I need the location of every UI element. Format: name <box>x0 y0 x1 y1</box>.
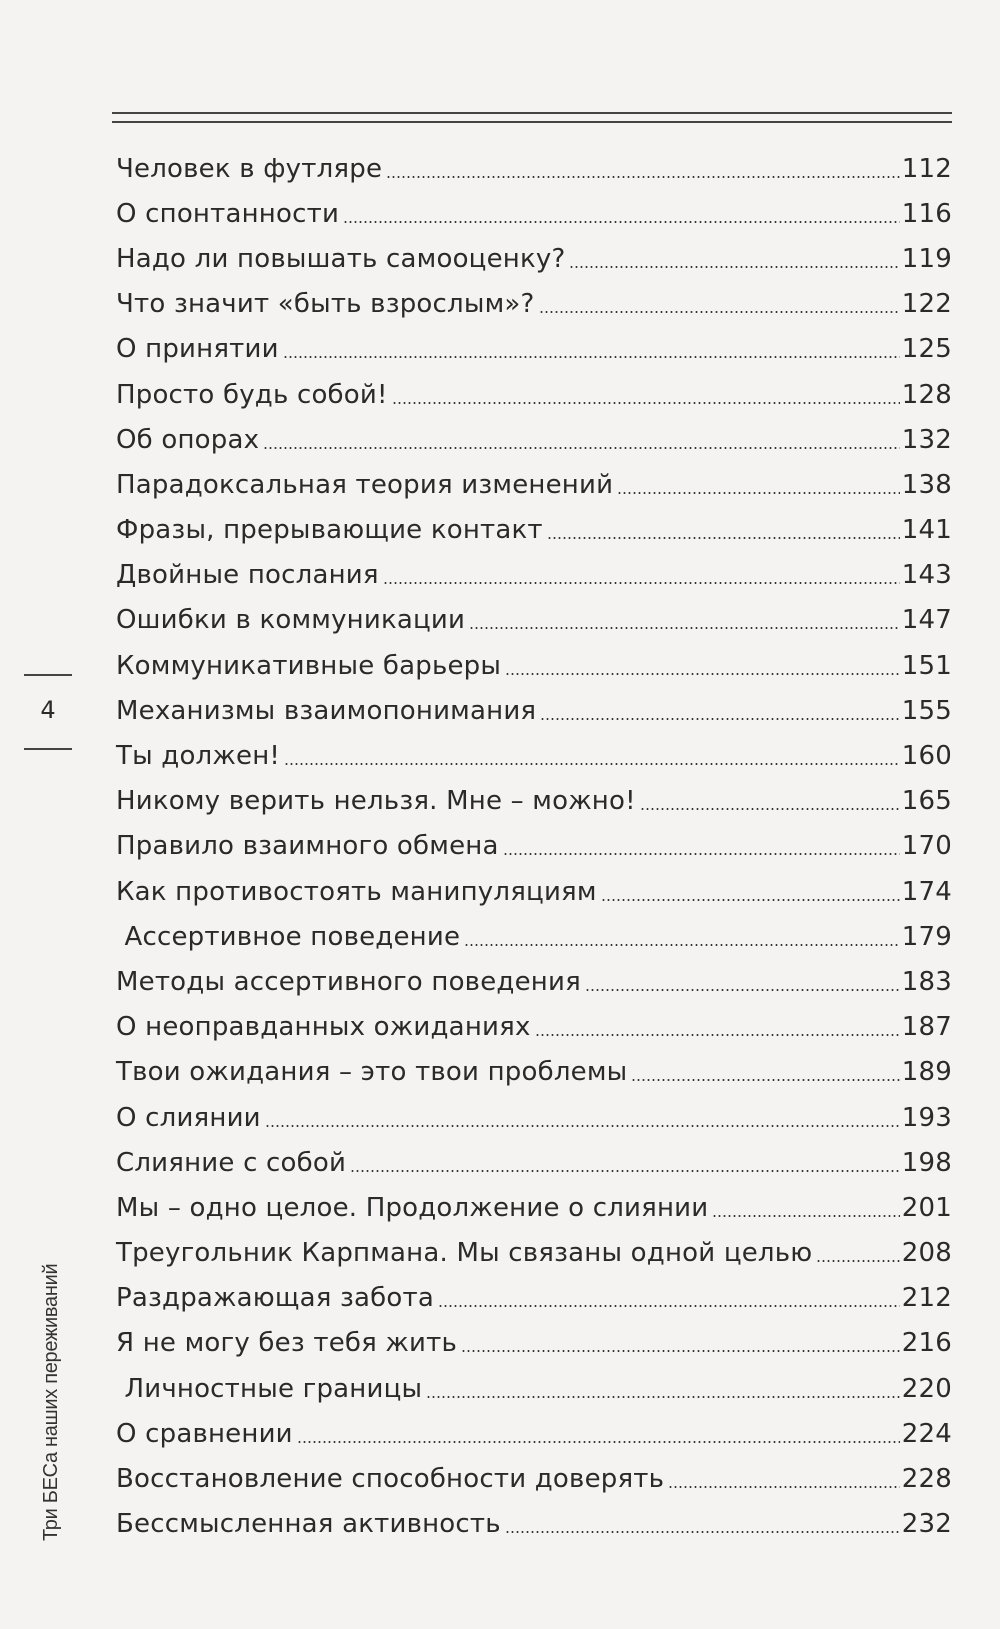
toc-entry-title: Ассертивное поведение <box>116 921 461 952</box>
dot-leader <box>265 1125 900 1127</box>
dot-leader <box>617 492 900 494</box>
toc-entry <box>116 282 952 327</box>
toc-entry <box>116 1366 952 1411</box>
toc-entry-page-number: 201 <box>901 1192 952 1223</box>
dot-leader <box>539 311 900 313</box>
toc-entry-page-number: 224 <box>901 1418 952 1449</box>
header-double-rule <box>112 112 952 123</box>
toc-entry <box>116 553 952 598</box>
toc-entry-page-number: 155 <box>901 695 952 726</box>
dot-leader <box>540 718 900 720</box>
page-number: 4 <box>40 696 56 724</box>
toc-entry <box>116 1185 952 1230</box>
toc-entry-page-number: 189 <box>901 1057 952 1088</box>
running-title: Три БЕСа наших переживаний <box>40 1263 62 1541</box>
toc-entry-title: Методы ассертивного поведения <box>116 966 581 997</box>
toc-entry-title: Раздражающая забота <box>116 1283 434 1314</box>
toc-entry-page-number: 183 <box>901 966 952 997</box>
toc-entry-page-number: 228 <box>901 1464 952 1495</box>
dot-leader <box>640 808 900 810</box>
toc-entry-page-number: 216 <box>901 1328 952 1359</box>
toc-entry-title: О сравнении <box>116 1418 293 1449</box>
toc-entry <box>116 598 952 643</box>
toc-entry-page-number: 125 <box>901 334 952 365</box>
dot-leader <box>569 266 899 268</box>
toc-entry-title: Никому верить нельзя. Мне – можно! <box>116 786 636 817</box>
toc-entry-title: Человек в футляре <box>116 153 383 184</box>
toc-entry-title: Мы – одно целое. Продолжение о слиянии <box>116 1192 709 1223</box>
toc-entry-page-number: 174 <box>901 876 952 907</box>
dot-leader <box>392 402 900 404</box>
dot-leader <box>284 763 900 765</box>
toc-entry-page-number: 160 <box>901 741 952 772</box>
toc-entry-page-number: 198 <box>901 1147 952 1178</box>
dot-leader <box>386 176 900 178</box>
dot-leader <box>469 627 900 629</box>
toc-entry <box>116 959 952 1004</box>
dot-leader <box>712 1215 899 1217</box>
toc-entry-page-number: 116 <box>901 198 952 229</box>
dot-leader <box>263 447 900 449</box>
toc-entry-title: Ты должен! <box>116 741 281 772</box>
page-number-rule-bottom <box>24 748 72 750</box>
dot-leader <box>668 1486 900 1488</box>
toc-entry-title: Парадоксальная теория изменений <box>116 469 614 500</box>
toc-entry-title: Правило взаимного обмена <box>116 831 499 862</box>
toc-entry-title: О спонтанности <box>116 198 340 229</box>
dot-leader <box>631 1079 899 1081</box>
dot-leader <box>601 899 900 901</box>
toc-entry <box>116 146 952 191</box>
toc-entry <box>116 1321 952 1366</box>
toc-entry-page-number: 170 <box>901 831 952 862</box>
toc-entry <box>116 824 952 869</box>
toc-entry-title: Как противостоять манипуляциям <box>116 876 597 907</box>
toc-entry <box>116 1231 952 1276</box>
toc-entry-title: Слияние с собой <box>116 1147 347 1178</box>
toc-entry <box>116 462 952 507</box>
toc-entry-title: Личностные границы <box>116 1373 423 1404</box>
toc-entry-title: Фразы, прерывающие контакт <box>116 515 543 546</box>
toc-entry <box>116 1502 952 1547</box>
toc-entry <box>116 236 952 281</box>
toc-entry-title: Ошибки в коммуникации <box>116 605 466 636</box>
toc-entry-page-number: 128 <box>901 379 952 410</box>
toc-entry-page-number: 132 <box>901 424 952 455</box>
dot-leader <box>297 1441 900 1443</box>
toc-entry-title: О слиянии <box>116 1102 261 1133</box>
toc-entry <box>116 733 952 778</box>
dot-leader <box>503 853 900 855</box>
toc-entry-page-number: 122 <box>901 289 952 320</box>
toc-entry-page-number: 112 <box>901 153 952 184</box>
dot-leader <box>461 1350 900 1352</box>
toc-entry <box>116 1276 952 1321</box>
toc-entry <box>116 508 952 553</box>
dot-leader <box>438 1305 900 1307</box>
toc-entry-title: Надо ли повышать самооценку? <box>116 243 566 274</box>
dot-leader <box>383 582 900 584</box>
toc-entry <box>116 1050 952 1095</box>
toc-entry-page-number: 193 <box>901 1102 952 1133</box>
toc-entry-title: Коммуникативные барьеры <box>116 650 502 681</box>
toc-entry-title: Механизмы взаимопонимания <box>116 695 537 726</box>
dot-leader <box>464 944 900 946</box>
toc-entry-title: Восстановление способности доверять <box>116 1464 665 1495</box>
toc-entry <box>116 417 952 462</box>
toc-entry-title: Треугольник Карпмана. Мы связаны одной целью <box>116 1238 813 1269</box>
toc-entry-title: Бессмысленная активность <box>116 1509 501 1540</box>
toc-entry <box>116 1456 952 1501</box>
toc-entry-page-number: 138 <box>901 469 952 500</box>
toc-entry-page-number: 187 <box>901 1012 952 1043</box>
dot-leader <box>343 221 900 223</box>
toc-entry-page-number: 220 <box>901 1373 952 1404</box>
toc-entry <box>116 1005 952 1050</box>
toc-entry <box>116 914 952 959</box>
dot-leader <box>816 1260 899 1262</box>
toc-entry-title: Двойные послания <box>116 560 379 591</box>
page-number-rule-top <box>24 674 72 676</box>
toc-entry-page-number: 141 <box>901 515 952 546</box>
toc-entry-page-number: 165 <box>901 786 952 817</box>
toc-entry-title: О принятии <box>116 334 279 365</box>
toc-entry <box>116 1411 952 1456</box>
toc-entry-title: О неоправданных ожиданиях <box>116 1012 531 1043</box>
toc-entry <box>116 779 952 824</box>
toc-entry <box>116 869 952 914</box>
toc-entry <box>116 643 952 688</box>
dot-leader <box>283 356 900 358</box>
toc-entry <box>116 1140 952 1185</box>
toc-entry-page-number: 232 <box>901 1509 952 1540</box>
dot-leader <box>426 1396 900 1398</box>
toc-entry <box>116 191 952 236</box>
toc-entry <box>116 372 952 417</box>
toc-entry-title: Просто будь собой! <box>116 379 388 410</box>
toc-entry-page-number: 208 <box>901 1238 952 1269</box>
toc-entry-page-number: 147 <box>901 605 952 636</box>
toc-entry-title: Твои ожидания – это твои проблемы <box>116 1057 628 1088</box>
dot-leader <box>547 537 900 539</box>
toc-entry-page-number: 179 <box>901 921 952 952</box>
toc-entry-page-number: 212 <box>901 1283 952 1314</box>
toc-entry-title: Что значит «быть взрослым»? <box>116 289 535 320</box>
toc-entry-page-number: 151 <box>901 650 952 681</box>
toc-entry-page-number: 119 <box>901 243 952 274</box>
toc-entry <box>116 688 952 733</box>
toc-entry-title: Я не могу без тебя жить <box>116 1328 458 1359</box>
toc-entry-page-number: 143 <box>901 560 952 591</box>
dot-leader <box>585 989 900 991</box>
toc-entry <box>116 327 952 372</box>
table-of-contents <box>116 146 952 1547</box>
dot-leader <box>535 1034 900 1036</box>
dot-leader <box>505 1531 900 1533</box>
toc-entry-title: Об опорах <box>116 424 260 455</box>
dot-leader <box>350 1170 900 1172</box>
toc-entry <box>116 1095 952 1140</box>
dot-leader <box>505 673 900 675</box>
